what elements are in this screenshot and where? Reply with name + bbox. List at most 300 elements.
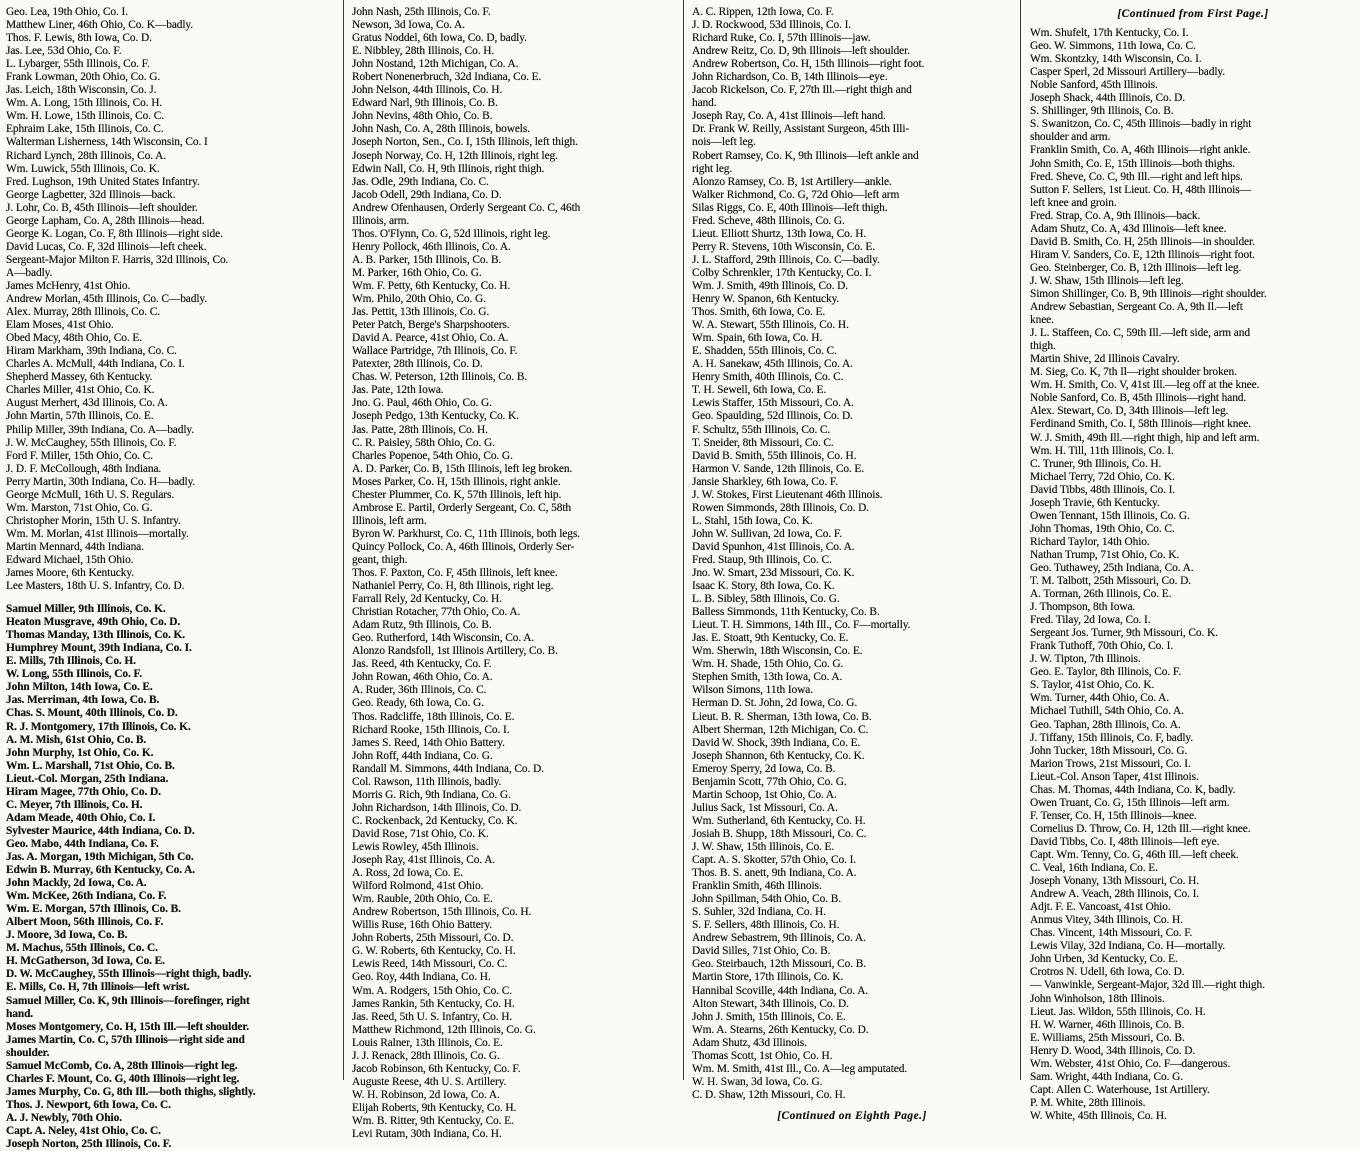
casualty-entry: Chas. S. Mount, 40th Illinois, Co. D. xyxy=(6,707,178,720)
casualty-entry: Henry D. Wood, 34th Illinois, Co. D. xyxy=(1030,1044,1196,1057)
casualty-entry: Thos. B. S. anett, 9th Indiana, Co. A. xyxy=(692,867,857,880)
casualty-entry: Lewis Reed, 14th Missouri, Co. C. xyxy=(352,958,508,971)
casualty-entry: Jas. Merriman, 4th Iowa, Co. B. xyxy=(6,694,160,707)
casualty-entry: Ephraim Lake, 15th Illinois, Co. C. xyxy=(6,123,164,136)
casualty-entry: Wm. M. Smith, 41st Ill., Co. A—leg amputated. xyxy=(692,1062,908,1075)
casualty-entry: Robert Ramsey, Co. K, 9th Illinois—left ankle and xyxy=(692,149,919,162)
casualty-entry: Morris G. Rich, 9th Indiana, Co. G. xyxy=(352,788,511,801)
casualty-entry: Wm. McKee, 26th Indiana, Co. F. xyxy=(6,890,167,903)
casualty-entry: thigh. xyxy=(1030,340,1056,353)
casualty-entry: Michael Terry, 72d Ohio, Co. K. xyxy=(1030,470,1175,483)
casualty-entry: John J. Smith, 15th Illinois, Co. E. xyxy=(692,1010,846,1023)
casualty-entry: Fred. Sheve, Co. C, 9th Ill.—right and left hips. xyxy=(1030,170,1243,183)
casualty-entry: A. B. Parker, 15th Illinois, Co. B. xyxy=(352,253,502,266)
casualty-entry: John Nash, Co. A, 28th Illinois, bowels. xyxy=(352,123,530,136)
casualty-entry: Herman D. St. John, 2d Iowa, Co. G. xyxy=(692,697,858,710)
casualty-entry: Geo. Mabo, 44th Indiana, Co. F. xyxy=(6,837,159,850)
casualty-entry: A. Torman, 26th Illinois, Co. E. xyxy=(1030,588,1172,601)
casualty-entry: Jas. A. Morgan, 19th Michigan, 5th Co. xyxy=(6,851,194,863)
casualty-entry: Richard Taylor, 14th Ohio. xyxy=(1030,535,1150,548)
casualty-entry: geant, thigh. xyxy=(352,553,408,566)
casualty-entry: Richard Ruke, Co. I, 57th Illinois—jaw. xyxy=(692,32,871,45)
casualty-entry: Julius Sack, 1st Missouri, Co. A. xyxy=(692,801,838,814)
casualty-entry: Hiram V. Sanders, Co. E, 12th Illinois—right foot. xyxy=(1030,248,1255,261)
casualty-entry: Joseph Travie, 6th Kentucky. xyxy=(1030,496,1160,509)
casualty-entry: Joseph Norton, 25th Illinois, Co. F. xyxy=(6,1138,172,1151)
casualty-entry: Perry R. Stevens, 10th Wisconsin, Co. E. xyxy=(692,240,875,253)
casualty-entry: Geo. Roy, 44th Indiana, Co. H. xyxy=(352,971,491,984)
casualty-entry: A. Ross, 2d Iowa, Co. E. xyxy=(352,867,463,880)
casualty-entry: A. J. Newbly, 70th Ohio. xyxy=(6,1111,122,1124)
casualty-entry: Elijah Roberts, 9th Kentucky, Co. H. xyxy=(352,1101,517,1114)
casualty-entry: Emeroy Sperry, 2d Iowa, Co. B. xyxy=(692,762,836,775)
casualty-entry: Chas. Vincent, 14th Missouri, Co. F. xyxy=(1030,927,1193,940)
casualty-entry: Albert Moon, 56th Illinois, Co. F. xyxy=(6,916,164,929)
casualty-entry: Walker Richmond, Co. G, 72d Ohio—left arm xyxy=(692,188,900,201)
casualty-entry: J. W. Shaw, 15th Illinois, Co. E. xyxy=(692,841,835,853)
casualty-entry: W. Long, 55th Illinois, Co. F. xyxy=(6,668,143,681)
casualty-entry: Samuel McComb, Co. A, 28th Illinois—right leg. xyxy=(6,1059,238,1072)
casualty-list-2 xyxy=(352,6,677,1141)
casualty-entry: Marion Trows, 21st Missouri, Co. I. xyxy=(1030,757,1191,770)
casualty-entry: John Smith, Co. E, 15th Illinois—both thighs. xyxy=(1030,157,1235,170)
casualty-entry: Hannibal Scoville, 44th Indiana, Co. A. xyxy=(692,984,869,997)
casualty-entry: Lieut. Elliott Shurtz, 13th Iowa, Co. H. xyxy=(692,227,867,240)
casualty-entry: hand. xyxy=(692,97,717,110)
casualty-entry: John Roff, 44th Indiana, Co. G. xyxy=(352,749,493,762)
casualty-entry: Fred. Scheve, 48th Illinois, Co. G. xyxy=(692,214,845,227)
casualty-entry: W. H. Swan, 3d Iowa, Co. G. xyxy=(692,1075,823,1088)
casualty-entry: J. D. Rockwood, 53d Illinois, Co. I. xyxy=(692,19,852,32)
casualty-entry: Isaac K. Story, 8th Iowa, Co. K. xyxy=(692,580,835,593)
casualty-entry: Simon Shillinger, Co. B, 9th Illinois—right shoulder. xyxy=(1030,287,1267,300)
casualty-entry: John Nostand, 12th Michigan, Co. A. xyxy=(352,58,519,71)
casualty-entry: Capt. A. S. Skotter, 57th Ohio, Co. I. xyxy=(692,854,857,867)
casualty-entry: E. Nibbley, 28th Illinois, Co. H. xyxy=(352,45,495,58)
casualty-entry: Casper Sperl, 2d Missouri Artillery—badly. xyxy=(1030,66,1226,79)
casualty-entry: J. Thompson, 8th Iowa. xyxy=(1030,601,1136,614)
casualty-entry: John Murphy, 1st Ohio, Co. K. xyxy=(6,746,154,759)
casualty-entry: Thomas Scott, 1st Ohio, Co. H. xyxy=(692,1049,833,1062)
casualty-entry: shoulder and arm. xyxy=(1030,131,1111,144)
casualty-entry: Lieut.-Col. Anson Taper, 41st Illinois. xyxy=(1030,770,1199,783)
casualty-entry: James Moore, 6th Kentucky. xyxy=(6,567,134,580)
casualty-entry: Illinois, arm. xyxy=(352,214,410,227)
casualty-entry: Noble Sanford, Co. B, 45th Illinois—right hand. xyxy=(1030,392,1247,405)
casualty-entry: Alonzo Ramsey, Co. B, 1st Artillery—ankle. xyxy=(692,175,892,188)
casualty-entry: H. McGatherson, 3d Iowa, Co. E. xyxy=(6,955,165,968)
casualty-entry: P. M. White, 28th Illinois. xyxy=(1030,1096,1146,1109)
casualty-entry: Fred. Lughson, 19th United States Infantry. xyxy=(6,175,200,188)
casualty-entry: Farrall Rely, 2d Kentucky, Co. H. xyxy=(352,593,502,606)
casualty-entry: Wm. Philo, 20th Ohio, Co. G. xyxy=(352,293,486,306)
column-1 xyxy=(0,0,340,1151)
casualty-entry: Col. Rawson, 11th Illinois, badly. xyxy=(352,775,502,788)
casualty-entry: Geo. Ready, 6th Iowa, Co. G. xyxy=(352,697,484,710)
casualty-entry: Nathaniel Perry, Co. H, 8th Illinois, right leg. xyxy=(352,580,554,593)
casualty-entry: Joseph Shannon, 6th Kentucky, Co. K. xyxy=(692,749,865,762)
casualty-entry: Fred. Staup, 9th Illinois, Co. C. xyxy=(692,553,832,566)
casualty-entry: Chas. W. Peterson, 12th Illinois, Co. B. xyxy=(352,371,528,384)
casualty-entry: A. Ruder, 36th Illinois, Co. C. xyxy=(352,684,487,697)
casualty-entry: T. Sneider, 8th Missouri, Co. C. xyxy=(692,436,834,449)
casualty-entry: Chester Plummer, Co. K, 57th Illinois, left hip. xyxy=(352,488,562,501)
casualty-entry: Sam. Wright, 44th Indiana, Co. G. xyxy=(1030,1070,1183,1083)
casualty-entry: Andrew Sebastian, Sergeant Co. A, 9th Il.—left xyxy=(1030,301,1243,314)
casualty-entry: James McHenry, 41st Ohio. xyxy=(6,279,131,292)
casualty-entry: George Lagbetter, 32d Illinois—back. xyxy=(6,188,176,201)
casualty-entry: Jacob Rickelson, Co. F, 27th Ill.—right thigh and xyxy=(692,84,912,97)
casualty-entry: Capt. Wm. Tenny, Co. G, 46th Ill.—left cheek. xyxy=(1030,849,1239,861)
casualty-entry: David Spunhon, 41st Illinois, Co. A. xyxy=(692,540,855,553)
casualty-entry: Owen Truant, Co. G, 15th Illinois—left arm. xyxy=(1030,796,1230,809)
casualty-entry: Wm. L. Marshall, 71st Ohio, Co. B. xyxy=(6,759,175,772)
casualty-entry: David B. Smith, 55th Illinois, Co. H. xyxy=(692,449,857,462)
casualty-entry: Louis Ralner, 13th Illinois, Co. E. xyxy=(352,1036,503,1049)
casualty-entry: Joseph Shack, 44th Illinois, Co. D. xyxy=(1030,92,1186,105)
casualty-entry: John W. Sullivan, 2d Iowa, Co. F. xyxy=(692,527,842,540)
casualty-entry: C. Rockenback, 2d Kentucky, Co. K. xyxy=(352,814,518,827)
casualty-entry: Patexter, 28th Illinois, Co. D. xyxy=(352,358,483,371)
casualty-entry: Humphrey Mount, 39th Indiana, Co. I. xyxy=(6,642,192,655)
casualty-entry: Andrew A. Veach, 28th Illinois, Co. I. xyxy=(1030,888,1200,901)
casualty-entry: John Martin, 57th Illinois, Co. E. xyxy=(6,410,154,423)
casualty-entry: Jas. Lee, 53d Ohio, Co. F. xyxy=(6,45,122,58)
casualty-entry: Wm. Webster, 41st Ohio, Co. F—dangerous. xyxy=(1030,1057,1231,1070)
casualty-entry: Ford F. Miller, 15th Ohio, Co. C. xyxy=(6,449,153,462)
casualty-entry: Charles A. McMull, 44th Indiana, Co. I. xyxy=(6,358,185,371)
casualty-entry: David Rose, 71st Ohio, Co. K. xyxy=(352,827,489,840)
casualty-entry: John Nevins, 48th Ohio, Co. B. xyxy=(352,110,493,123)
casualty-entry: Henry W. Spanon, 6th Kentucky. xyxy=(692,293,840,306)
casualty-entry: nois—left leg. xyxy=(692,136,756,149)
casualty-entry: Sergeant-Major Milton F. Harris, 32d Illinois, Co. xyxy=(6,253,229,266)
casualty-entry: — Vanwinkle, Sergeant-Major, 32d Ill.—right thigh. xyxy=(1030,979,1265,992)
casualty-entry: Lewis Vilay, 32d Indiana, Co. H—mortally. xyxy=(1030,940,1226,953)
casualty-entry: Wm. H. Lowe, 15th Illinois, Co. C. xyxy=(6,110,164,123)
casualty-entry: Geo. W. Simmons, 11th Iowa, Co. C. xyxy=(1030,40,1196,53)
casualty-entry: Adam Meade, 40th Ohio, Co. I. xyxy=(6,811,156,824)
casualty-entry: R. J. Montgomery, 17th Illinois, Co. K. xyxy=(6,720,191,733)
casualty-entry: Shepherd Massey, 6th Kentucky. xyxy=(6,371,153,384)
casualty-entry: Lieut. B. R. Sherman, 13th Iowa, Co. B. xyxy=(692,710,872,723)
casualty-entry: Wm. H. Smith, Co. V, 41st Ill.—leg off at the knee. xyxy=(1030,379,1260,392)
casualty-entry: C. Truner, 9th Illinois, Co. H. xyxy=(1030,457,1162,470)
casualty-entry: John Richardson, Co. B, 14th Illinois—eye. xyxy=(692,71,888,84)
casualty-entry: Jas. E. Stoatt, 9th Kentucky, Co. E. xyxy=(692,632,849,645)
casualty-entry: Capt. Allen C. Waterhouse, 1st Artillery. xyxy=(1030,1083,1210,1096)
casualty-entry: Cornelius D. Throw, Co. H, 12th Ill.—right knee. xyxy=(1030,822,1251,835)
casualty-entry: Andrew Robertson, Co. H, 15th Illinois—right foot. xyxy=(692,58,925,71)
casualty-entry: Wm. B. Ritter, 9th Kentucky, Co. E. xyxy=(352,1114,514,1127)
casualty-entry: Perry Martin, 30th Indiana, Co. H—badly. xyxy=(6,475,196,488)
casualty-entry: Wm. Sutherland, 6th Kentucky, Co. H. xyxy=(692,814,866,827)
casualty-entry: J. W. Shaw, 15th Illinois—left leg. xyxy=(1030,274,1184,287)
casualty-entry: Wm. F. Petty, 6th Kentucky, Co. H. xyxy=(352,279,511,292)
casualty-entry: Dr. Frank W. Reilly, Assistant Surgeon, 45th Illi- xyxy=(692,123,910,136)
casualty-entry: Alton Stewart, 34th Illinois, Co. D. xyxy=(692,997,849,1010)
casualty-entry: Owen Tennant, 15th Illinois, Co. G. xyxy=(1030,509,1190,522)
casualty-entry: David Lucas, Co. F, 32d Illinois—left cheek. xyxy=(6,240,207,253)
casualty-entry: Charles F. Mount, Co. G, 40th Illinois—right leg. xyxy=(6,1072,240,1085)
casualty-entry: C. Veal, 16th Indiana, Co. E. xyxy=(1030,862,1158,875)
casualty-entry: Edward Michael, 15th Ohio. xyxy=(6,553,134,566)
casualty-entry: Martin Shive, 2d Illinois Cavalry. xyxy=(1030,353,1180,366)
casualty-entry: Edward Narl, 9th Illinois, Co. B. xyxy=(352,97,498,110)
casualty-entry: James Murphy, Co. G, 8th Ill.—both thighs, slightly. xyxy=(6,1085,256,1098)
column-4 xyxy=(1024,0,1360,1122)
casualty-entry: Crotros N. Udell, 6th Iowa, Co. D. xyxy=(1030,966,1185,979)
casualty-entry: Newson, 3d Iowa, Co. A. xyxy=(352,19,465,32)
casualty-entry: Harmon V. Sande, 12th Illinois, Co. E. xyxy=(692,462,865,475)
casualty-entry: Gratus Noddel, 6th Iowa, Co. D, badly. xyxy=(352,32,527,45)
casualty-entry: Walterman Lisherness, 14th Wisconsin, Co. I xyxy=(6,136,208,149)
casualty-entry: Wm. Spain, 6th Iowa, Co. H. xyxy=(692,332,823,345)
casualty-entry: T. M. Talbott, 25th Missouri, Co. D. xyxy=(1030,575,1191,588)
casualty-entry: Wm. Marston, 71st Ohio, Co. G. xyxy=(6,501,153,514)
casualty-entry: Silas Riggs, Co. E, 40th Illinois—left thigh. xyxy=(692,201,888,214)
casualty-entry: Thos. F. Lewis, 8th Iowa, Co. D. xyxy=(6,32,152,45)
casualty-entry: John Spillman, 54th Ohio, Co. B. xyxy=(692,893,842,906)
casualty-entry: J. L. Stafford, 29th Illinois, Co. C—badly. xyxy=(692,253,880,266)
casualty-entry: Obed Macy, 48th Ohio, Co. E. xyxy=(6,332,142,345)
casualty-entry: Geo. Lea, 19th Ohio, Co. I. xyxy=(6,6,128,18)
casualty-entry: John Tucker, 18th Missouri, Co. G. xyxy=(1030,744,1188,757)
casualty-entry: Geo. Rutherford, 14th Wisconsin, Co. A. xyxy=(352,632,535,645)
casualty-entry: Charles Miller, 41st Ohio, Co. K. xyxy=(6,384,155,397)
casualty-entry: Hiram Magee, 77th Ohio, Co. D. xyxy=(6,785,161,798)
casualty-entry: Martin Schoop, 1st Ohio, Co. A. xyxy=(692,788,837,801)
casualty-entry: left knee and groin. xyxy=(1030,196,1117,209)
casualty-entry: Alex. Murray, 28th Illinois, Co. C. xyxy=(6,306,160,319)
casualty-entry: Illinois, left arm. xyxy=(352,514,427,527)
casualty-entry: Thos. F. Paxton, Co. F, 45th Illinois, left knee. xyxy=(352,567,558,580)
casualty-entry: John Urben, 3d Kentucky, Co. E. xyxy=(1030,953,1178,966)
casualty-entry: Jacob Robinson, 6th Kentucky, Co. F. xyxy=(352,1062,521,1075)
casualty-entry: Auguste Reese, 4th U. S. Artillery. xyxy=(352,1075,507,1088)
continued-note-eighth-page: [Continued on Eighth Page.] xyxy=(777,1109,927,1122)
casualty-entry: David W. Shock, 39th Indiana, Co. E. xyxy=(692,736,861,749)
casualty-entry: E. Mills, 7th Illinois, Co. H. xyxy=(6,655,136,668)
casualty-entry: Richard Lynch, 28th Illinois, Co. A. xyxy=(6,149,166,162)
casualty-entry: Jas. Pate, 12th Iowa. xyxy=(352,384,444,397)
casualty-entry: D. W. McCaughey, 55th Illinois—right thigh, badly. xyxy=(6,968,252,981)
casualty-entry: John Milton, 14th Iowa, Co. E. xyxy=(6,681,153,694)
casualty-entry: Sergeant Jos. Turner, 9th Missouri, Co. K. xyxy=(1030,627,1218,640)
casualty-entry: Jas. Odle, 29th Indiana, Co. C. xyxy=(352,175,489,188)
casualty-entry: Elam Moses, 41st Ohio. xyxy=(6,319,114,332)
casualty-entry: F. Tenser, Co. H, 15th Illinois—knee. xyxy=(1030,809,1197,822)
casualty-entry: Geo. Steirbauch, 12th Missouri, Co. B. xyxy=(692,958,867,971)
casualty-entry: Noble Sanford, 45th Illinois. xyxy=(1030,79,1158,92)
casualty-entry: Adam Shutz, Co. A, 43d Illinois—left knee. xyxy=(1030,222,1227,235)
casualty-entry: Moses Parker, Co. H, 15th Illinois, right ankle. xyxy=(352,475,561,488)
casualty-entry: Geo. Steinberger, Co. B, 12th Illinois—left leg. xyxy=(1030,261,1242,274)
casualty-entry: J. W. Tipton, 7th Illinois. xyxy=(1030,653,1141,666)
casualty-entry: knee. xyxy=(1030,314,1054,327)
casualty-entry: hand. xyxy=(6,1007,34,1020)
casualty-entry: Samuel Miller, Co. K, 9th Illinois—forefinger, right xyxy=(6,994,250,1007)
casualty-entry: David Tibbs, 48th Illinois, Co. I. xyxy=(1030,483,1176,496)
casualty-entry: David Tibbs, Co. I, 48th Illinois—left eye. xyxy=(1030,835,1220,848)
casualty-entry: Henry Pollock, 46th Illinois, Co. A. xyxy=(352,240,511,253)
casualty-entry: J. Moore, 3d Iowa, Co. B. xyxy=(6,929,128,942)
casualty-entry: Wm. Sherwin, 18th Wisconsin, Co. E. xyxy=(692,645,863,658)
casualty-entry: Geo. Tuthawey, 25th Indiana, Co. A. xyxy=(1030,561,1194,574)
casualty-entry: Capt. A. Neley, 41st Ohio, Co. C. xyxy=(6,1124,161,1137)
casualty-entry: Colby Schrenkler, 17th Kentucky, Co. I. xyxy=(692,266,872,279)
column-3 xyxy=(686,0,1016,1122)
column-rule xyxy=(343,0,344,1080)
casualty-entry: Geo. Taphan, 28th Illinois, Co. A. xyxy=(1030,718,1181,731)
casualty-entry: J. W. McCaughey, 55th Illinois, Co. F. xyxy=(6,436,177,449)
casualty-entry: S. Suhler, 32d Indiana, Co. H. xyxy=(692,906,826,919)
casualty-entry: Jansie Sharkley, 6th Iowa, Co. F. xyxy=(692,475,838,488)
casualty-entry: Andrew Sebastrem, 9th Illinois, Co. A. xyxy=(692,932,866,945)
casualty-entry: Christian Rotacher, 77th Ohio, Co. A. xyxy=(352,606,521,619)
casualty-list-1a xyxy=(6,6,336,593)
casualty-entry: Randall M. Simmons, 44th Indiana, Co. D. xyxy=(352,762,544,775)
casualty-entry: right leg. xyxy=(692,162,733,175)
casualty-entry: Heaton Musgrave, 49th Ohio, Co. D. xyxy=(6,616,181,629)
casualty-entry: C. R. Paisley, 58th Ohio, Co. G. xyxy=(352,436,495,449)
casualty-entry: A. D. Parker, Co. B, 15th Illinois, left leg broken. xyxy=(352,462,573,475)
casualty-entry: Wm. Rauble, 20th Ohio, Co. E. xyxy=(352,893,493,906)
casualty-entry: John Nelson, 44th Illinois, Co. H. xyxy=(352,84,503,97)
casualty-entry: Alex. Stewart, Co. D, 34th Illinois—left leg. xyxy=(1030,405,1229,418)
casualty-entry: John Nash, 25th Illinois, Co. F. xyxy=(352,6,491,18)
casualty-entry: Thos. J. Newport, 6th Iowa, Co. C. xyxy=(6,1098,171,1111)
casualty-entry: John Richardson, 14th Illinois, Co. D. xyxy=(352,801,522,814)
casualty-entry: John Mackly, 2d Iowa, Co. A. xyxy=(6,877,147,890)
casualty-entry: E. Williams, 25th Missouri, Co. B. xyxy=(1030,1031,1185,1044)
casualty-entry: Jas. Pettit, 13th Illinois, Co. G. xyxy=(352,306,490,319)
casualty-entry: John Winholson, 18th Illinois. xyxy=(1030,992,1165,1005)
casualty-entry: Quincy Pollock, Co. A, 46th Illinois, Orderly Ser- xyxy=(352,540,575,553)
casualty-entry: Thos. Radcliffe, 18th Illinois, Co. E. xyxy=(352,710,515,723)
casualty-entry: Franklin Smith, 46th Illinois. xyxy=(692,880,822,893)
casualty-entry: H. W. Warner, 46th Illinois, Co. B. xyxy=(1030,1018,1185,1031)
casualty-entry: Matthew Richmond, 12th Illinois, Co. G. xyxy=(352,1023,536,1036)
casualty-entry: Wilford Rolmond, 41st Ohio. xyxy=(352,880,484,893)
casualty-entry: J. L. Staffeen, Co. C, 59th Ill.—left side, arm and xyxy=(1030,327,1250,340)
casualty-entry: Joseph Norway, Co. H, 12th Illinois, right leg. xyxy=(352,149,558,162)
casualty-entry: Josiah B. Shupp, 18th Missouri, Co. C. xyxy=(692,827,867,840)
casualty-entry: Byron W. Parkhurst, Co. C, 11th Illinois, both legs. xyxy=(352,527,580,540)
casualty-entry: Jas. Reed, 4th Kentucky, Co. F. xyxy=(352,658,492,671)
section-gap xyxy=(6,593,336,603)
casualty-entry: Wm. Luwick, 55th Illinois, Co. K. xyxy=(6,162,160,175)
casualty-entry: Willis Ruse, 16th Ohio Battery. xyxy=(352,919,492,932)
casualty-entry: Albert Sherman, 12th Michigan, Co. C. xyxy=(692,723,869,736)
casualty-entry: Levi Rutam, 30th Indiana, Co. H. xyxy=(352,1128,502,1141)
casualty-entry: James Martin, Co. C, 57th Illinois—right side and xyxy=(6,1033,245,1046)
casualty-entry: Ambrose E. Partil, Orderly Sergeant, Co. C, 58th xyxy=(352,501,571,514)
casualty-entry: Nathan Trump, 71st Ohio, Co. K. xyxy=(1030,548,1180,561)
casualty-entry: Thos. Smith, 6th Iowa, Co. E. xyxy=(692,306,826,319)
casualty-entry: Moses Montgomery, Co. H, 15th Ill.—left shoulder. xyxy=(6,1020,250,1033)
casualty-entry: Geo. E. Taylor, 8th Illinois, Co. F. xyxy=(1030,666,1181,679)
casualty-entry: T. H. Sewell, 6th Iowa, Co. E. xyxy=(692,384,827,397)
casualty-entry: E. Mills, Co. H, 7th Illinois—left wrist. xyxy=(6,981,190,994)
casualty-entry: Jas. Leich, 18th Wisconsin, Co. J. xyxy=(6,84,157,97)
casualty-entry: Joseph Ray, Co. A, 41st Illinois—left hand. xyxy=(692,110,886,123)
casualty-entry: Lewis Rowley, 45th Illinois. xyxy=(352,841,479,853)
casualty-entry: Frank Tuthoff, 70th Ohio, Co. I. xyxy=(1030,640,1174,653)
casualty-entry: John Rowan, 46th Ohio, Co. A. xyxy=(352,671,493,684)
casualty-entry: Alonzo Randsfoll, 1st Illinois Artillery, Co. B. xyxy=(352,645,558,658)
casualty-entry: S. F. Sellers, 48th Illinois, Co. H. xyxy=(692,919,840,932)
casualty-entry: Jno. G. Paul, 46th Ohio, Co. G. xyxy=(352,397,492,410)
casualty-entry: Geo. Spaulding, 52d Illinois, Co. D. xyxy=(692,410,853,423)
casualty-entry: Thos. O'Flynn, Co. G, 52d Illinois, right leg. xyxy=(352,227,551,240)
casualty-entry: Wilson Simons, 11th Iowa. xyxy=(692,684,813,697)
casualty-entry: S. Shillinger, 9th Illinois, Co. B. xyxy=(1030,105,1174,118)
casualty-entry: Joseph Norton, Sen., Co. I, 15th Illinois, left thigh. xyxy=(352,136,578,149)
casualty-entry: Wm. H. Shade, 15th Ohio, Co. G. xyxy=(692,658,844,671)
casualty-entry: Jas. Patte, 28th Illinois, Co. H. xyxy=(352,423,488,436)
casualty-entry: Ferdinand Smith, Co. I, 58th Illinois—right knee. xyxy=(1030,418,1251,431)
casualty-entry: Wm. M. Morlan, 41st Illinois—mortally. xyxy=(6,527,189,540)
casualty-entry: Joseph Pedgo, 13th Kentucky, Co. K. xyxy=(352,410,519,423)
casualty-entry: Jno. W. Smart, 23d Missouri, Co. K. xyxy=(692,567,855,580)
casualty-entry: Stephen Smith, 13th Iowa, Co. A. xyxy=(692,671,843,684)
casualty-entry: Franklin Smith, Co. A, 46th Illinois—right ankle. xyxy=(1030,144,1251,157)
casualty-entry: Lewis Staffer, 15th Missouri, Co. A. xyxy=(692,397,854,410)
casualty-entry: George K. Logan, Co. F, 8th Illinois—right side. xyxy=(6,227,223,240)
casualty-entry: Charles Popenoe, 54th Ohio, Co. G. xyxy=(352,449,513,462)
casualty-entry: L. Stahl, 15th Iowa, Co. K. xyxy=(692,514,813,527)
casualty-entry: Joseph Ray, 41st Illinois, Co. A. xyxy=(352,854,496,867)
casualty-entry: J. J. Renack, 28th Illinois, Co. G. xyxy=(352,1049,500,1062)
casualty-entry: Adam Rutz, 9th Illinois, Co. B. xyxy=(352,619,492,632)
casualty-entry: E. Shadden, 55th Illinois, Co. C. xyxy=(692,345,837,358)
casualty-entry: David B. Smith, Co. H, 25th Illinois—in shoulder. xyxy=(1030,235,1255,248)
casualty-list-1b xyxy=(6,603,336,1151)
casualty-entry: S. Swanitzon, Co. C, 45th Illinois—badly in right xyxy=(1030,118,1252,131)
casualty-entry: Lee Masters, 18th U. S. Infantry, Co. D. xyxy=(6,580,185,593)
casualty-entry: Edwin B. Murray, 6th Kentucky, Co. A. xyxy=(6,864,196,877)
casualty-entry: G. W. Roberts, 6th Kentucky, Co. H. xyxy=(352,945,516,958)
casualty-entry: W. H. Robinson, 2d Iowa, Co. A. xyxy=(352,1088,500,1101)
casualty-entry: Wm. Turner, 44th Ohio, Co. A. xyxy=(1030,692,1170,705)
casualty-entry: M. Sieg, Co. K, 7th Il—right shoulder broken. xyxy=(1030,366,1237,379)
casualty-entry: A. H. Sanekaw, 45th Illinois, Co. A. xyxy=(692,358,853,371)
casualty-entry: S. Taylor, 41st Ohio, Co. K. xyxy=(1030,679,1155,692)
casualty-entry: Andrew Reitz, Co. D, 9th Illinois—left shoulder. xyxy=(692,45,910,58)
casualty-entry: Joseph Vonany, 13th Missouri, Co. H. xyxy=(1030,875,1199,888)
casualty-entry: J. W. Stokes, First Lieutenant 46th Illinois. xyxy=(692,488,883,501)
casualty-entry: Wm. A. Rodgers, 15th Ohio, Co. C. xyxy=(352,984,512,997)
casualty-entry: A. C. Rippen, 12th Iowa, Co. F. xyxy=(692,6,834,18)
casualty-entry: C. D. Shaw, 12th Missouri, Co. H. xyxy=(692,1088,846,1101)
casualty-entry: Wm. H. Till, 11th Illinois, Co. I. xyxy=(1030,444,1174,457)
casualty-entry: John Thomas, 19th Ohio, Co. C. xyxy=(1030,522,1175,535)
casualty-list-3 xyxy=(692,6,1012,1102)
casualty-entry: Rowen Simmonds, 28th Illinois, Co. D. xyxy=(692,501,869,514)
casualty-entry: Frank Lowman, 20th Ohio, Co. G. xyxy=(6,71,161,84)
casualty-entry: Jas. Reed, 5th U. S. Infantry, Co. H. xyxy=(352,1010,513,1023)
casualty-entry: George McMull, 16th U. S. Regulars. xyxy=(6,488,175,501)
casualty-entry: David A. Pearce, 41st Ohio, Co. A. xyxy=(352,332,509,345)
casualty-entry: Wm. A. Stearns, 26th Kentucky, Co. D. xyxy=(692,1023,869,1036)
casualty-entry: Martin Store, 17th Illinois, Co. K. xyxy=(692,971,844,984)
casualty-entry: Sylvester Maurice, 44th Indiana, Co. D. xyxy=(6,824,195,837)
casualty-entry: Hiram Markham, 39th Indiana, Co. C. xyxy=(6,345,177,358)
casualty-entry: C. Meyer, 7th Illinois, Co. H. xyxy=(6,798,143,811)
casualty-entry: A. M. Mish, 61st Ohio, Co. B. xyxy=(6,733,147,746)
casualty-entry: Peter Patch, Berge's Sharpshooters. xyxy=(352,319,510,332)
